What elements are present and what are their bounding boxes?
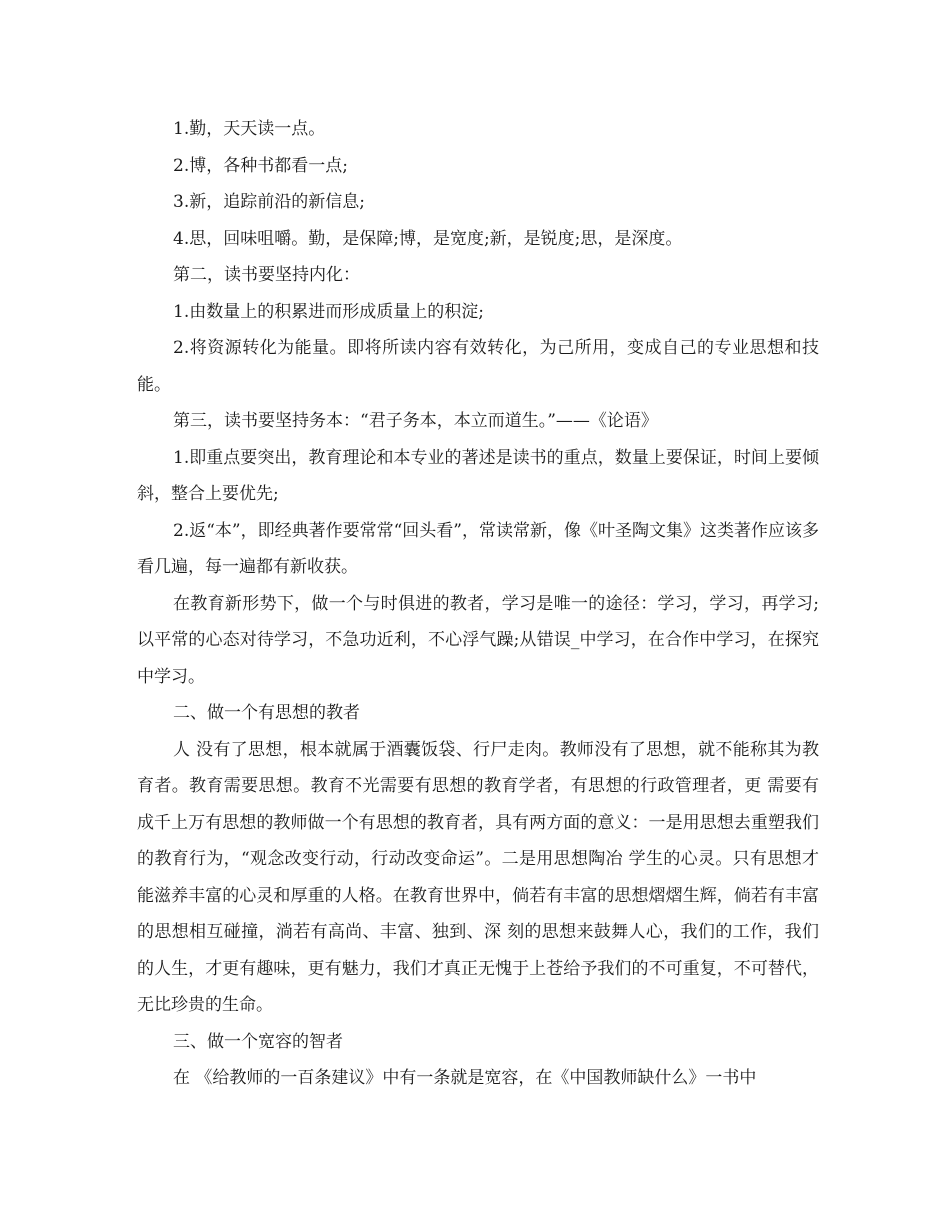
paragraph-accumulation: 1.由数量上的积累进而形成质量上的积淀;	[173, 301, 484, 322]
paragraph-resources: 2.将资源转化为能量。即将所读内容有效转化，为己所用，变成自己的专业思想和技能。	[137, 338, 819, 395]
paragraph-classics: 2.返“本”，即经典著作要常常“回头看”，常读常新，像《叶圣陶文集》这类著作应该多看几遍，每一遍都有新收获。	[137, 520, 819, 577]
paragraph-tolerance: 在 《给教师的一百条建议》中有一条就是宽容，在《中国教师缺什么》一书中	[173, 1068, 757, 1088]
paragraph-reflection: 4.思，回味咀嚼。勤，是保障;博，是宽度;新，是锐度;思，是深度。	[173, 228, 683, 249]
paragraph-novelty: 3.新，追踪前沿的新信息;	[173, 192, 365, 212]
document-body	[137, 111, 819, 1097]
section-heading-thoughtful-teacher: 二、做一个有思想的教者	[173, 703, 360, 723]
paragraph-breadth: 2.博，各种书都看一点;	[173, 155, 348, 176]
paragraph-learning: 在教育新形势下，做一个与时俱进的教者，学习是唯一的途径：学习，学习，再学习;以平常的心态对待学习，不急功近利，不心浮气躁;从错误_中学习，在合作中学习，在探究中学习。	[137, 593, 819, 687]
paragraph-focus: 1.即重点要突出，教育理论和本专业的著述是读书的重点，数量上要保证，时间上要倾斜，整合上要优先;	[137, 447, 819, 504]
section-heading-tolerant-teacher: 三、做一个宽容的智者	[173, 1031, 343, 1052]
section-heading-internalize: 第二，读书要坚持内化：	[173, 265, 360, 285]
paragraph-diligence: 1.勤，天天读一点。	[173, 119, 326, 139]
paragraph-thought: 人 没有了思想，根本就属于酒囊饭袋、行尸走肉。教师没有了思想，就不能称其为教育者。教育需要思想。教育不光需要有思想的教育学者，有思想的行政管理者，更 需要有成千上万有思想的教师做一个有思想的教育者，具有两方面的意义：一是用思想去重塑我们的教育行为，“观念改变行动，行动改变命运”。二是用思想陶冶 学生的心灵。只有思想才能滋养丰富的心灵和厚重的人格。在教育世界中，倘若有丰富的思想熠熠生辉，倘若有丰富的思想相互碰撞，淌若有高尚、丰富、独到、深 刻的思想来鼓舞人心，我们的工作，我们的人生，才更有趣味，更有魅力，我们才真正无愧于上苍给予我们的不可重复，不可替代，无比珍贵的生命。	[137, 739, 819, 1015]
section-heading-fundamentals: 第三，读书要坚持务本：“君子务本，本立而道生。”——《论语》	[173, 411, 658, 431]
